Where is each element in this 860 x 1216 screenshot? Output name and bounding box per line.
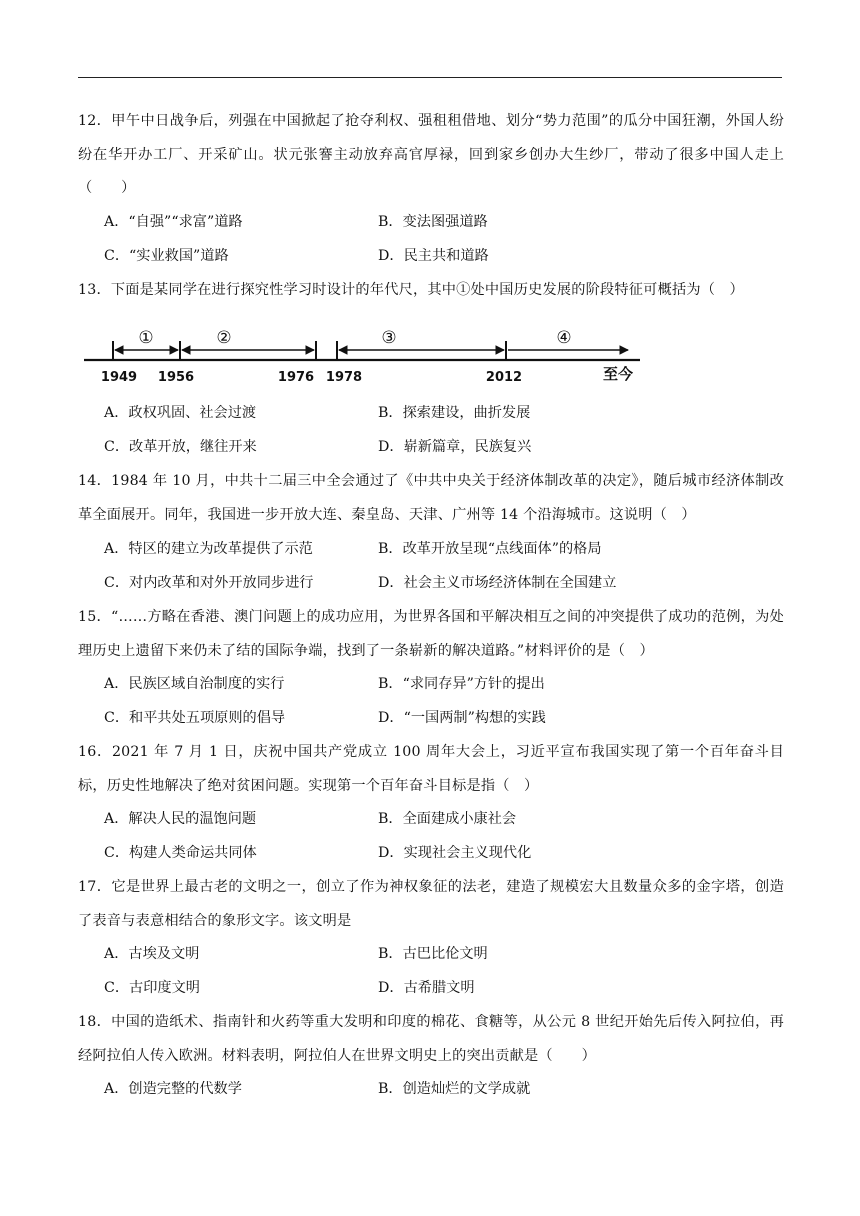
option-c[interactable]: C．对内改革和对外开放同步进行 xyxy=(104,574,314,591)
option-c[interactable]: C．和平共处五项原则的倡导 xyxy=(104,709,286,726)
question-12-options xyxy=(104,206,784,273)
option-row xyxy=(104,533,784,567)
question-17-options xyxy=(104,938,784,1005)
question-16-stem: 16．2021 年 7 月 1 日，庆祝中国共产党成立 100 周年大会上，习近平宣布我国实现了第一个百年奋斗目标，历史性地解决了绝对贫困问题。实现第一个百年奋斗目标是指（ ） xyxy=(78,744,784,794)
option-d[interactable]: D．民主共和道路 xyxy=(378,247,489,264)
question-12-stem: 12．甲午中日战争后，列强在中国掀起了抢夺利权、强租租借地、划分“势力范围”的瓜分中国狂潮，外国人纷纷在华开办工厂、开采矿山。状元张謇主动放弃高官厚禄，回到家乡创办大生纱厂，带动了很多中国人走上（ ） xyxy=(78,113,784,196)
option-d[interactable]: D．“一国两制”构想的实践 xyxy=(378,709,546,726)
option-row xyxy=(104,668,784,702)
option-row xyxy=(104,702,784,736)
option-row xyxy=(104,206,784,240)
option-a[interactable]: A．特区的建立为改革提供了示范 xyxy=(104,541,313,557)
option-b[interactable]: B．古巴比伦文明 xyxy=(378,946,488,962)
option-c[interactable]: C．改革开放，继往开来 xyxy=(104,438,257,455)
option-b[interactable]: B．改革开放呈现“点线面体”的格局 xyxy=(378,541,602,557)
option-a[interactable]: A．“自强”“求富”道路 xyxy=(104,214,243,230)
option-row xyxy=(104,972,784,1006)
option-a[interactable]: A．创造完整的代数学 xyxy=(104,1081,242,1097)
option-row xyxy=(104,1073,784,1107)
option-d[interactable]: D．崭新篇章，民族复兴 xyxy=(378,438,532,455)
option-row xyxy=(104,803,784,837)
option-a[interactable]: A．解决人民的温饱问题 xyxy=(104,811,257,827)
option-d[interactable]: D．古希腊文明 xyxy=(378,979,475,996)
year-label-1978: 1978 xyxy=(325,370,363,385)
option-c[interactable]: C．古印度文明 xyxy=(104,979,200,996)
segment-label-1: ① xyxy=(138,328,154,348)
year-label-1949: 1949 xyxy=(100,370,138,385)
question-13-options xyxy=(104,397,784,464)
question-18-stem: 18．中国的造纸术、指南针和火药等重大发明和印度的棉花、食糖等，从公元 8 世纪开始先后传入阿拉伯，再经阿拉伯人传入欧洲。材料表明，阿拉伯人在世界文明史上的突出贡献是（ ） xyxy=(78,1014,784,1064)
option-row xyxy=(104,240,784,274)
segment-label-4: ④ xyxy=(556,328,572,348)
option-row xyxy=(104,397,784,431)
question-16-options xyxy=(104,803,784,870)
option-row xyxy=(104,938,784,972)
option-b[interactable]: B．“求同存异”方针的提出 xyxy=(378,676,545,692)
year-label-1976: 1976 xyxy=(277,370,315,385)
option-a[interactable]: A．政权巩固、社会过渡 xyxy=(104,405,257,421)
header-rule xyxy=(78,77,782,78)
question-13-stem: 13．下面是某同学在进行探究性学习时设计的年代尺，其中①处中国历史发展的阶段特征可概括为（ ） xyxy=(78,282,744,298)
question-14-stem: 14．1984 年 10 月，中共十二届三中全会通过了《中共中央关于经济体制改革的决定》，随后城市经济体制改革全面展开。同年，我国进一步开放大连、秦皇岛、天津、广州等 14 个沿海城市。这说明（ ） xyxy=(78,473,784,523)
option-a[interactable]: A．古埃及文明 xyxy=(104,946,200,962)
question-18-options xyxy=(104,1073,784,1107)
option-c[interactable]: C．“实业救国”道路 xyxy=(104,247,229,264)
option-d[interactable]: D．社会主义市场经济体制在全国建立 xyxy=(378,574,617,591)
option-b[interactable]: B．探索建设，曲折发展 xyxy=(378,405,531,421)
year-label-present: 至今 xyxy=(602,365,634,383)
question-17-stem: 17．它是世界上最古老的文明之一，创立了作为神权象征的法老，建造了规模宏大且数量众多的金字塔，创造了表音与表意相结合的象形文字。该文明是 xyxy=(78,879,784,929)
option-row xyxy=(104,567,784,601)
option-row xyxy=(104,837,784,871)
year-label-1956: 1956 xyxy=(157,370,195,385)
option-a[interactable]: A．民族区域自治制度的实行 xyxy=(104,676,285,692)
segment-label-2: ② xyxy=(216,328,232,348)
year-label-2012: 2012 xyxy=(485,370,523,385)
option-b[interactable]: B．全面建成小康社会 xyxy=(378,811,517,827)
option-row xyxy=(104,431,784,465)
option-c[interactable]: C．构建人类命运共同体 xyxy=(104,844,257,861)
question-14-options xyxy=(104,533,784,600)
option-b[interactable]: B．变法图强道路 xyxy=(378,214,488,230)
segment-label-3: ③ xyxy=(381,328,397,348)
option-d[interactable]: D．实现社会主义现代化 xyxy=(378,844,532,861)
option-b[interactable]: B．创造灿烂的文学成就 xyxy=(378,1081,531,1097)
question-15-options xyxy=(104,668,784,735)
timeline-chart xyxy=(84,325,644,387)
question-15-stem: 15．“……方略在香港、澳门问题上的成功应用，为世界各国和平解决相互之间的冲突提供了成功的范例，为处理历史上遗留下来仍未了结的国际争端，找到了一条崭新的解决道路。”材料评价的是（ ） xyxy=(78,609,784,659)
